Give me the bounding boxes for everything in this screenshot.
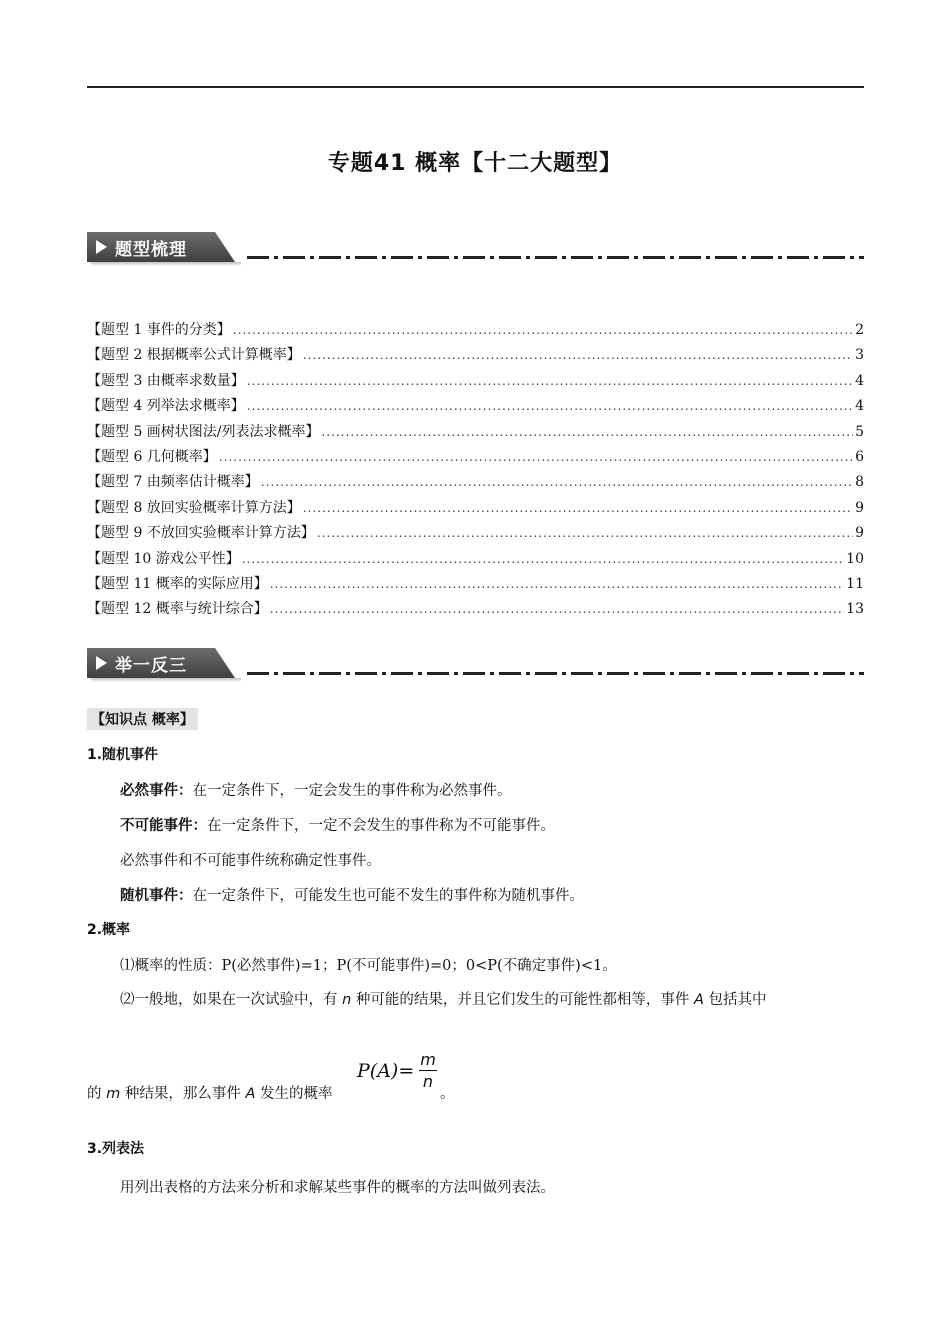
paragraph-certain-event: 必然事件：在一定条件下，一定会发生的事件称为必然事件。 [120, 783, 512, 799]
dashed-divider [247, 672, 864, 675]
sentence-end: 。 [440, 1086, 455, 1102]
section-heading-probability: 2.概率 [87, 922, 131, 938]
toc-label: 【题型 11 概率的实际应用】 [87, 575, 268, 592]
probability-formula: P(A)= [357, 1060, 415, 1082]
toc-item[interactable] [87, 597, 864, 622]
toc-page: 6 [855, 448, 864, 465]
toc-label: 【题型 4 列举法求概率】 [87, 398, 245, 415]
toc-item[interactable] [87, 547, 864, 572]
practice-banner [87, 648, 864, 688]
toc-page: 8 [855, 474, 864, 491]
toc-item[interactable] [87, 318, 864, 343]
paragraph-impossible-event: 不可能事件：在一定条件下，一定不会发生的事件称为不可能事件。 [120, 818, 555, 834]
toc-item[interactable] [87, 496, 864, 521]
toc-page: 13 [846, 601, 864, 618]
toc-label: 【题型 2 根据概率公式计算概率】 [87, 347, 301, 364]
banner-label: 题型梳理 [115, 240, 187, 260]
toc-item[interactable] [87, 343, 864, 368]
toc-item[interactable] [87, 470, 864, 495]
toc-page: 4 [855, 372, 864, 389]
play-icon [96, 656, 107, 670]
toc-label: 【题型 5 画树状图法/列表法求概率】 [87, 423, 320, 440]
toc-label: 【题型 9 不放回实验概率计算方法】 [87, 525, 315, 542]
toc-label: 【题型 8 放回实验概率计算方法】 [87, 499, 301, 516]
toc-item[interactable] [87, 572, 864, 597]
toc-item[interactable] [87, 420, 864, 445]
toc-page: 2 [855, 322, 864, 338]
paragraph-definition-continued: 的 m 种结果，那么事件 A 发生的概率 [87, 1086, 333, 1102]
paragraph-general-definition: ⑵一般地，如果在一次试验中，有 n 种可能的结果，并且它们发生的可能性都相等，事件 A 包括其中 [120, 992, 767, 1008]
toc-banner [87, 232, 864, 272]
toc-page: 10 [846, 550, 864, 567]
toc-item[interactable] [87, 521, 864, 546]
header-rule [87, 86, 864, 88]
toc-item[interactable] [87, 445, 864, 470]
toc-page: 5 [855, 423, 864, 440]
toc-label: 【题型 7 由频率估计概率】 [87, 474, 259, 491]
toc-item[interactable] [87, 394, 864, 419]
toc-label: 【题型 10 游戏公平性】 [87, 550, 240, 567]
paragraph-determined-event: 必然事件和不可能事件统称确定性事件。 [120, 853, 381, 869]
toc-label: 【题型 12 概率与统计综合】 [87, 601, 268, 618]
table-of-contents [87, 318, 864, 623]
banner-label: 举一反三 [115, 656, 187, 676]
toc-item[interactable] [87, 369, 864, 394]
section-heading-random-events: 1.随机事件 [87, 747, 159, 763]
toc-label: 【题型 1 事件的分类】 [87, 322, 231, 338]
paragraph-probability-properties: ⑴概率的性质：P(必然事件)=1；P(不可能事件)=0；0<P(不确定事件)<1。 [120, 958, 617, 974]
toc-page: 11 [846, 575, 864, 592]
toc-page: 9 [855, 499, 864, 516]
page-title: 专题41 概率【十二大题型】 [327, 151, 623, 176]
toc-page: 9 [855, 525, 864, 542]
paragraph-list-method: 用列出表格的方法来分析和求解某些事件的概率的方法叫做列表法。 [120, 1180, 555, 1196]
toc-label: 【题型 3 由概率求数量】 [87, 372, 245, 389]
probability-fraction: m n [420, 1050, 436, 1091]
section-heading-list-method: 3.列表法 [87, 1141, 145, 1157]
paragraph-random-event: 随机事件：在一定条件下，可能发生也可能不发生的事件称为随机事件。 [120, 888, 584, 904]
play-icon [96, 240, 107, 254]
dashed-divider [247, 256, 864, 259]
toc-page: 3 [855, 347, 864, 364]
toc-label: 【题型 6 几何概率】 [87, 448, 217, 465]
knowledge-point-tag: 【知识点 概率】 [87, 708, 198, 730]
toc-page: 4 [855, 398, 864, 415]
